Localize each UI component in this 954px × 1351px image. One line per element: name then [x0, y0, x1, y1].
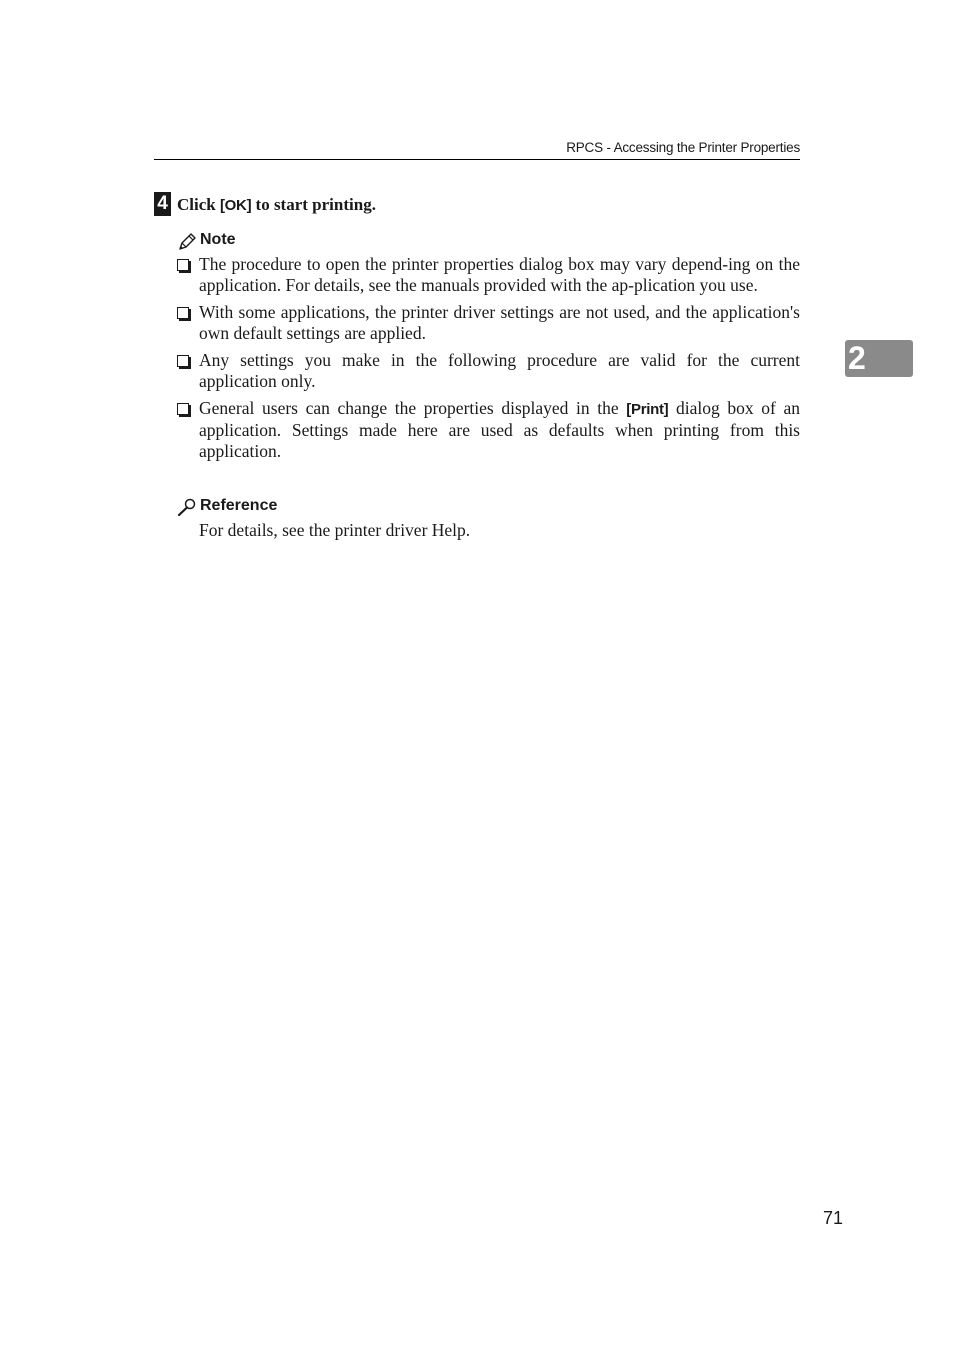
step-text-before: Click — [177, 195, 220, 214]
note-item-text: Any settings you make in the following procedure are valid for the current application only. — [199, 350, 800, 391]
chapter-tab — [845, 340, 913, 377]
checkbox-bullet-icon — [177, 259, 189, 271]
note-item — [177, 302, 800, 344]
running-header — [154, 138, 800, 160]
note-heading — [177, 230, 236, 250]
note-item — [177, 350, 800, 392]
running-header-title: RPCS - Accessing the Printer Properties — [566, 140, 800, 155]
magnifier-icon — [177, 498, 197, 516]
note-list — [177, 254, 800, 468]
note-item — [177, 398, 800, 462]
note-item — [177, 254, 800, 296]
note-item-text: The procedure to open the printer properties dialog box may vary depend-ing on the application. For details, see the manuals provided with the ap-plication you use. — [199, 254, 800, 295]
checkbox-bullet-icon — [177, 403, 189, 415]
checkbox-bullet-icon — [177, 355, 189, 367]
checkbox-bullet-icon — [177, 307, 189, 319]
note-item-text-after: dialog box of an application. Settings made here are used as defaults when printing from this application. — [199, 398, 800, 461]
reference-heading — [177, 496, 277, 516]
step-text — [177, 189, 376, 218]
print-key-label: [Print] — [626, 401, 669, 418]
chapter-tab-label: 2 — [848, 340, 866, 376]
step-text-after: to start printing. — [251, 195, 376, 214]
reference-text: For details, see the printer driver Help. — [199, 520, 471, 540]
reference-heading-label: Reference — [200, 497, 278, 514]
ok-key-label: [OK] — [219, 197, 252, 214]
note-item-text-before: General users can change the properties displayed in the — [199, 398, 627, 418]
step-instruction — [154, 189, 800, 218]
page-number: 71 — [823, 1208, 844, 1228]
step-number-badge: 4 — [154, 192, 171, 216]
note-heading-label: Note — [200, 231, 236, 248]
pencil-icon — [177, 232, 197, 250]
note-item-text: With some applications, the printer driver settings are not used, and the application's own default settings are applied. — [199, 302, 800, 343]
